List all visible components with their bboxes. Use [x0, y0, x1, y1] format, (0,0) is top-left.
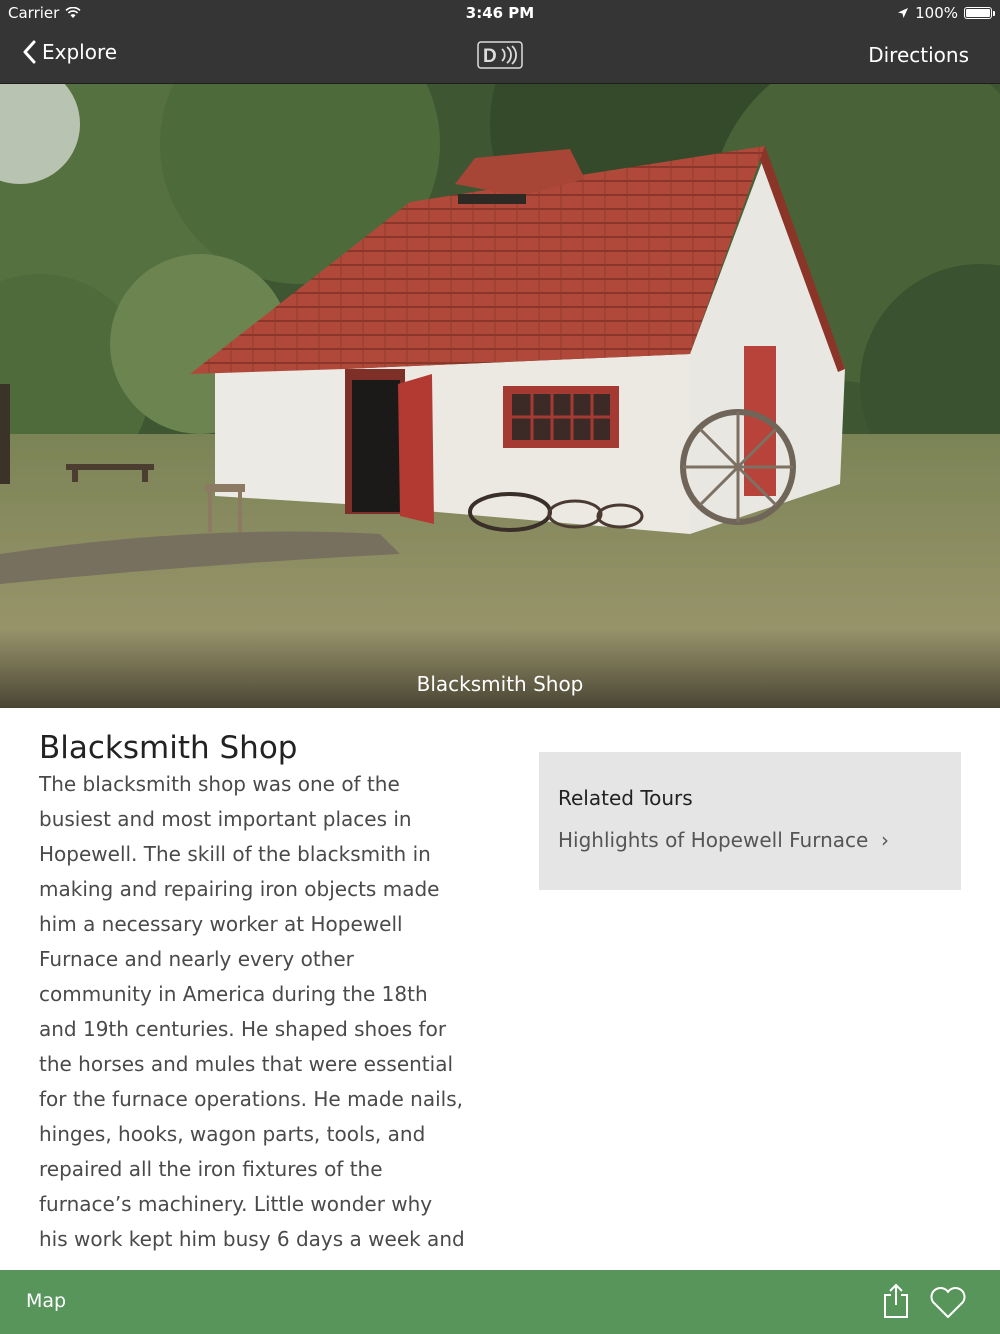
status-bar: [0, 0, 1000, 28]
chevron-left-icon: [22, 40, 36, 64]
hero-caption-overlay: [0, 628, 1000, 708]
back-button[interactable]: [22, 40, 117, 64]
status-right: [897, 4, 992, 22]
location-arrow-icon: [897, 7, 909, 19]
related-tours-panel: [539, 752, 961, 890]
share-icon[interactable]: [880, 1283, 912, 1319]
chevron-right-icon: ›: [874, 828, 890, 852]
blacksmith-shop-photo: [0, 84, 1000, 708]
heart-icon[interactable]: [929, 1287, 967, 1319]
logo-letter: D: [483, 46, 497, 67]
battery-fill: [966, 9, 990, 17]
back-label: Explore: [42, 40, 118, 64]
description-text: The blacksmith shop was one of the busiest and most important places in Hopewell. The skill of the blacksmith in making and repairing iron objects made him a necessary worker at Hopewell Furnace and nearly every other community in America during the 18th and 19th centuries. He shaped shoes for the horses and mules that were essential for the furnace operations. He made nails, hinges, hooks, wagon parts, tools, and repaired all the iron fixtures of the furnace’s machinery. Little wonder why his work kept him busy 6 days a week and: [39, 772, 465, 1251]
app-logo: [477, 41, 523, 69]
hero-caption: Blacksmith Shop: [416, 672, 584, 696]
related-tour-link[interactable]: [558, 828, 942, 852]
map-button[interactable]: Map: [26, 1290, 67, 1312]
page-title: Blacksmith Shop: [39, 730, 298, 766]
navigation-bar: [0, 28, 1000, 84]
status-time: 3:46 PM: [465, 4, 535, 22]
directions-button[interactable]: Directions: [868, 43, 969, 67]
battery-icon: [964, 7, 992, 19]
related-tours-heading: Related Tours: [558, 786, 693, 810]
hero-image: [0, 84, 1000, 708]
carrier-label: Carrier: [8, 4, 60, 22]
description-scroll[interactable]: [39, 767, 467, 1270]
bottom-toolbar: [0, 1270, 1000, 1334]
battery-percent: 100%: [915, 4, 958, 22]
related-tour-label: Highlights of Hopewell Furnace: [558, 828, 869, 852]
